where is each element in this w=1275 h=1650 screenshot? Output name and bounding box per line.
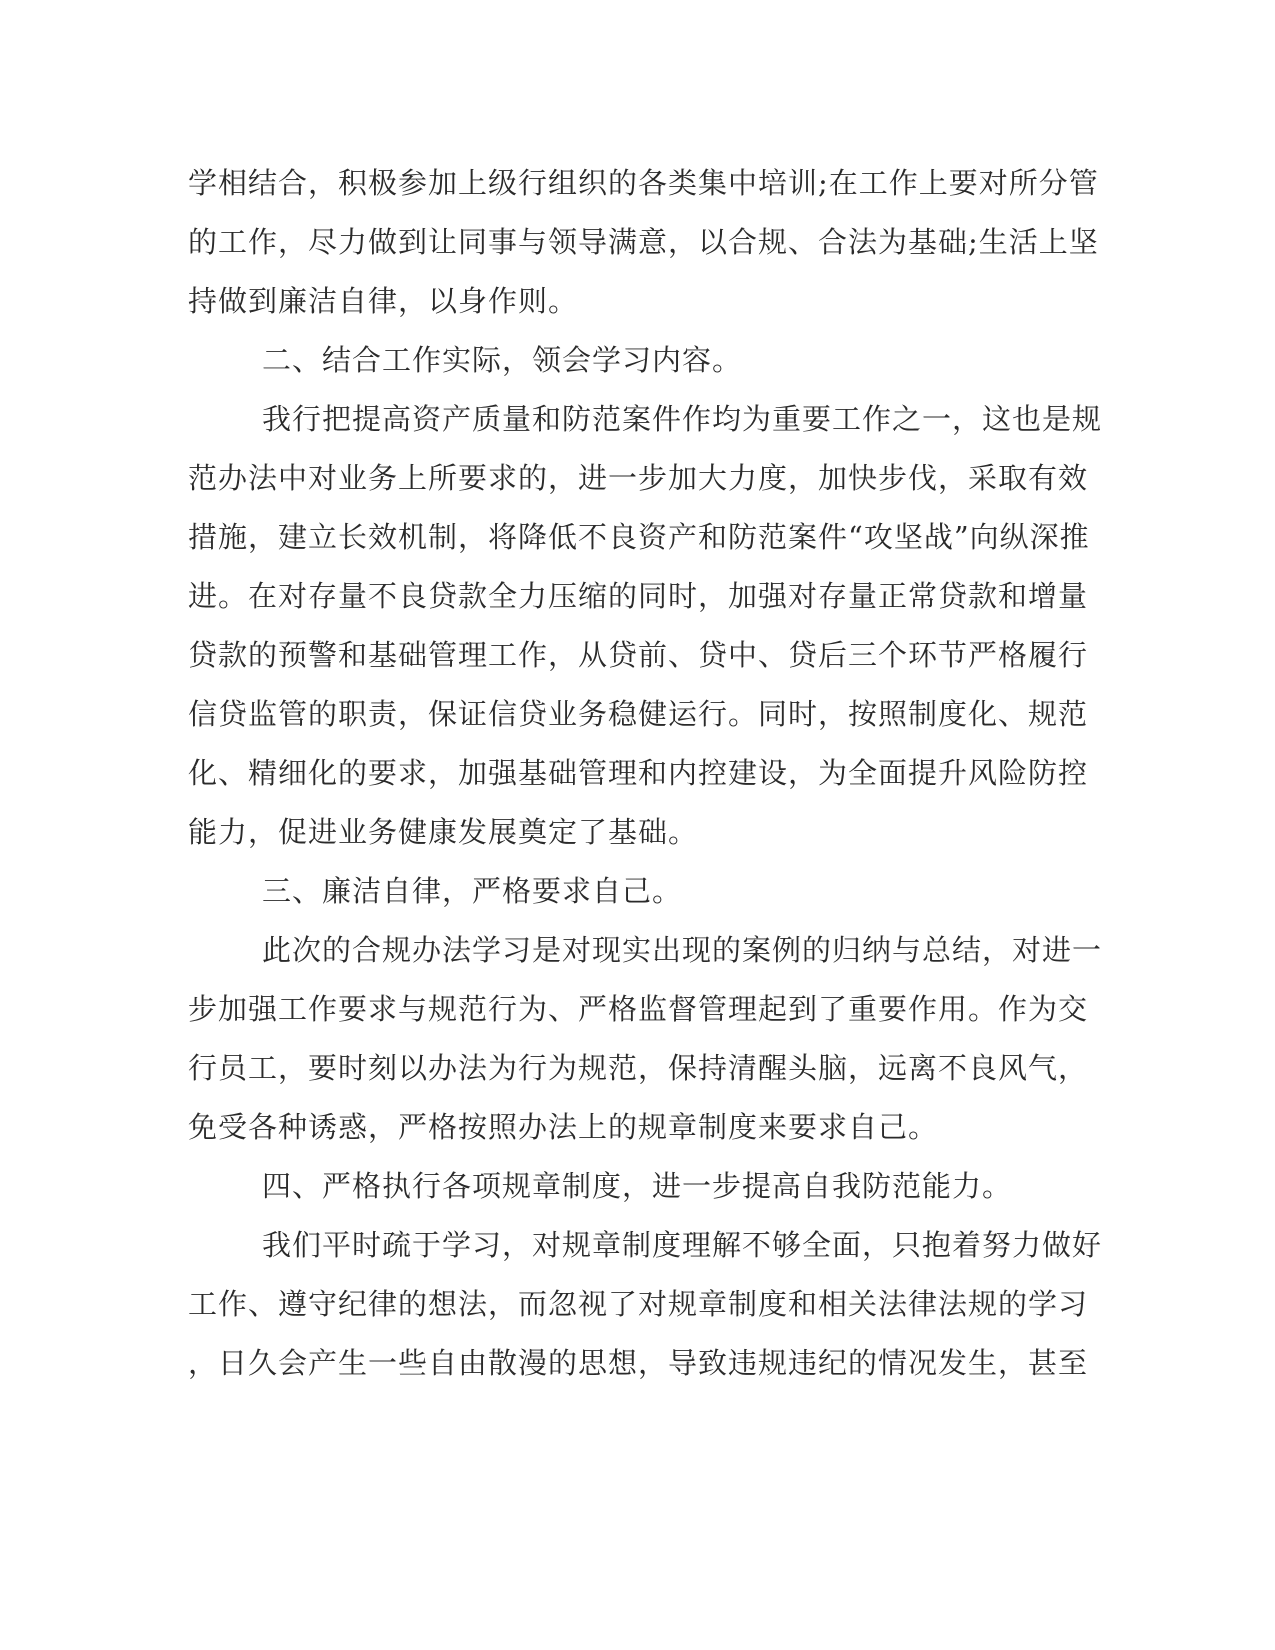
text-line: 免受各种诱惑，严格按照办法上的规章制度来要求自己。	[188, 1110, 939, 1144]
text-line: 贷款的预警和基础管理工作，从贷前、贷中、贷后三个环节严格履行	[188, 638, 1089, 672]
text-line: ，日久会产生一些自由散漫的思想，导致违规违纪的情况发生，甚至	[188, 1346, 1089, 1380]
text-line: 我们平时疏于学习，对规章制度理解不够全面，只抱着努力做好	[262, 1228, 1103, 1262]
section-heading: 三、廉洁自律，严格要求自己。	[262, 874, 683, 908]
text-line: 我行把提高资产质量和防范案件作均为重要工作之一，这也是规	[262, 402, 1103, 436]
text-line: 步加强工作要求与规范行为、严格监督管理起到了重要作用。作为交	[188, 992, 1089, 1026]
section-heading: 四、严格执行各项规章制度，进一步提高自我防范能力。	[262, 1169, 1013, 1203]
text-line: 能力，促进业务健康发展奠定了基础。	[188, 815, 699, 849]
text-line: 信贷监管的职责，保证信贷业务稳健运行。同时，按照制度化、规范	[188, 697, 1089, 731]
section-heading: 二、结合工作实际，领会学习内容。	[262, 343, 743, 377]
text-line: 持做到廉洁自律，以身作则。	[188, 284, 579, 318]
text-line: 的工作，尽力做到让同事与领导满意，以合规、合法为基础;生活上坚	[188, 225, 1099, 259]
text-line: 范办法中对业务上所要求的，进一步加大力度，加快步伐，采取有效	[188, 461, 1089, 495]
text-line: 学相结合，积极参加上级行组织的各类集中培训;在工作上要对所分管	[188, 166, 1099, 200]
text-line: 化、精细化的要求，加强基础管理和内控建设，为全面提升风险防控	[188, 756, 1089, 790]
text-line: 此次的合规办法学习是对现实出现的案例的归纳与总结，对进一	[262, 933, 1103, 967]
text-line: 措施，建立长效机制，将降低不良资产和防范案件“攻坚战”向纵深推	[188, 520, 1090, 554]
text-line: 进。在对存量不良贷款全力压缩的同时，加强对存量正常贷款和增量	[188, 579, 1089, 613]
text-line: 工作、遵守纪律的想法，而忽视了对规章制度和相关法律法规的学习	[188, 1287, 1089, 1321]
text-line: 行员工，要时刻以办法为行为规范，保持清醒头脑，远离不良风气，	[188, 1051, 1089, 1085]
